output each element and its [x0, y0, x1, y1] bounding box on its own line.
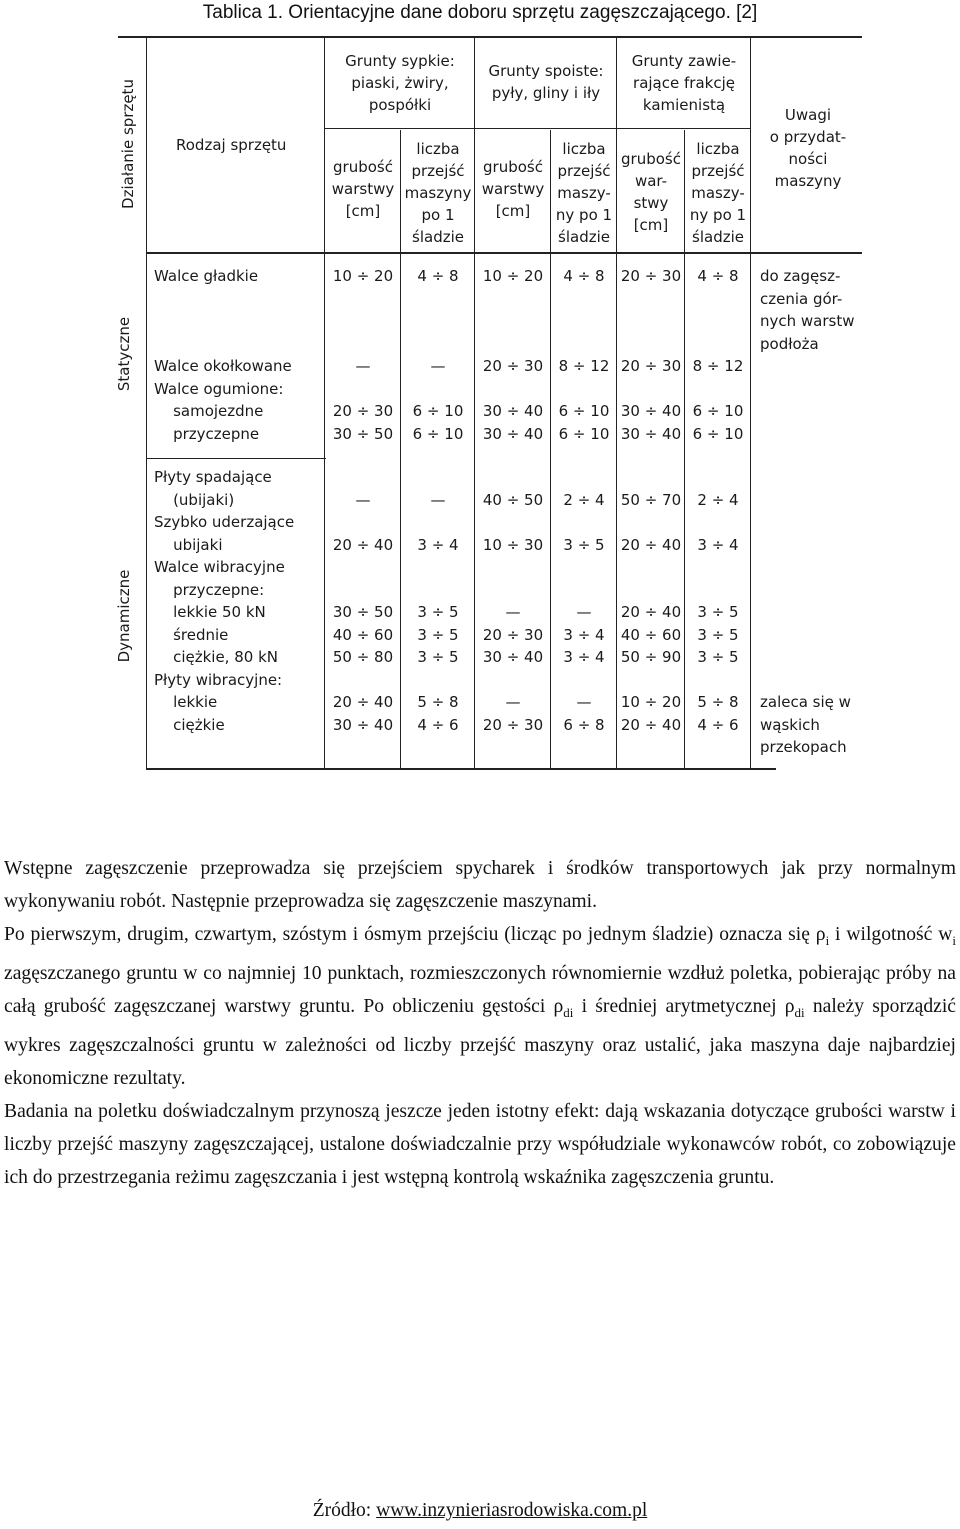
- header-dzialanie-sprzetu: Działanie sprzętu: [119, 79, 137, 209]
- header-sub-grubosc: grubość warstwy [cm]: [481, 158, 545, 220]
- source-link[interactable]: www.inzynieriasrodowiska.com.pl: [376, 1500, 648, 1521]
- statyczne-note: do zagęsz- czenia gór- nych warstw podłoża: [760, 267, 855, 353]
- dynamiczne-equipment-names: Płyty spadające (ubijaki) Szybko uderzające ubijaki Walce wibracyjne przyczepne: lekkie 50 kN średnie ciężkie, 80 kN Płyty wibracyjne: lekkie ciężkie: [154, 468, 295, 734]
- source-footer: [0, 1500, 960, 1522]
- dynamiczne-col-6: 2 ÷ 4 3 ÷ 4 3 ÷ 5 3 ÷ 5 3 ÷ 5 5 ÷ 8 4 ÷ 6: [697, 490, 739, 734]
- col-rule: [324, 38, 325, 768]
- header-group-kamieniste: Grunty zawie- rające frakcję kamienistą: [631, 52, 737, 114]
- header-sub-grubosc: grubość warstwy [cm]: [331, 158, 395, 220]
- header-sub-liczba: liczba przejść maszy- ny po 1 śladzie: [555, 140, 613, 246]
- dynamiczne-col-4: 2 ÷ 4 3 ÷ 5 — 3 ÷ 4 3 ÷ 4 — 6 ÷ 8: [563, 490, 605, 734]
- col-rule: [550, 130, 551, 768]
- statyczne-equipment-names: Walce gładkie Walce okołkowane Walce ogumione: samojezdne przyczepne: [154, 267, 292, 443]
- col-rule: [616, 38, 617, 768]
- section-divider-rule: [146, 458, 326, 459]
- section-label-dynamiczne: Dynamiczne: [115, 569, 133, 663]
- header-bottom-rule: [146, 252, 862, 254]
- section-label-statyczne: Statyczne: [115, 316, 133, 392]
- statyczne-col-1: 10 ÷ 20 — 20 ÷ 30 30 ÷ 50: [332, 267, 394, 443]
- dynamiczne-col-2: — 3 ÷ 4 3 ÷ 5 3 ÷ 5 3 ÷ 5 5 ÷ 8 4 ÷ 6: [417, 490, 459, 734]
- paragraph-results: Badania na poletku doświadczalnym przynoszą jeszcze jeden istotny efekt: dają wskazania dotyczące grubości warstw i liczby przejść maszyny zagęszczającej, ustalone doświadczalnie przy współudziale wykonawców robót, co zobowiązuje ich do przestrzegania reżimu zagęszczania i jest wstępną kontrolą wskaźnika zagęszczenia gruntu.: [4, 1100, 956, 1188]
- statyczne-col-6: 4 ÷ 8 8 ÷ 12 6 ÷ 10 6 ÷ 10: [692, 267, 744, 443]
- header-rodzaj-sprzetu: Rodzaj sprzętu: [176, 136, 287, 154]
- col-rule: [684, 130, 685, 768]
- col-rule: [474, 38, 475, 768]
- body-text: [4, 852, 956, 1194]
- table-bottom-rule: [146, 768, 776, 770]
- statyczne-col-3: 10 ÷ 20 20 ÷ 30 30 ÷ 40 30 ÷ 40: [482, 267, 544, 443]
- source-label: Źródło:: [312, 1500, 377, 1521]
- header-sub-liczba: liczba przejść maszyny po 1 śladzie: [404, 140, 472, 246]
- col-rule: [750, 38, 751, 768]
- paragraph-intro: Wstępne zagęszczenie przeprowadza się przejściem spycharek i środków transportowych jak przy normalnym wykonywaniu robót. Następnie przeprowadza się zagęszczenie maszynami.: [4, 858, 956, 912]
- statyczne-col-4: 4 ÷ 8 8 ÷ 12 6 ÷ 10 6 ÷ 10: [558, 267, 610, 443]
- header-sub-grubosc: grubość war- stwy [cm]: [621, 150, 681, 234]
- dynamiczne-col-3: 40 ÷ 50 10 ÷ 30 — 20 ÷ 30 30 ÷ 40 — 20 ÷ 30: [482, 490, 544, 734]
- group-header-rule: [324, 128, 750, 129]
- statyczne-col-2: 4 ÷ 8 — 6 ÷ 10 6 ÷ 10: [412, 267, 464, 443]
- header-uwagi: Uwagi o przydat- ności maszyny: [769, 106, 847, 190]
- col-rule: [400, 130, 401, 768]
- header-group-sypkie: Grunty sypkie: piaski, żwiry, pospółki: [345, 52, 455, 114]
- header-group-spoiste: Grunty spoiste: pyły, gliny i iły: [488, 62, 604, 102]
- dynamiczne-col-1: — 20 ÷ 40 30 ÷ 50 40 ÷ 60 50 ÷ 80 20 ÷ 40 30 ÷ 40: [332, 490, 394, 734]
- col-rule: [146, 38, 147, 768]
- dynamiczne-col-5: 50 ÷ 70 20 ÷ 40 20 ÷ 40 40 ÷ 60 50 ÷ 90 10 ÷ 20 20 ÷ 40: [620, 490, 682, 734]
- table-caption: Tablica 1. Orientacyjne dane doboru sprzętu zagęszczającego. [2]: [202, 2, 758, 23]
- dynamiczne-note: zaleca się w wąskich przekopach: [760, 693, 851, 756]
- paragraph-procedure: Po pierwszym, drugim, czwartym, szóstym i ósmym przejściu (licząc po jednym śladzie) oznacza się $\rho_i$ i wilgotność $w_i$ zagęszczanego gruntu w co najmniej 10 punktach, rozmieszczonych równomiernie wzdłuż poletka, pobierając próby na całą grubość zagęszczanej warstwy gruntu. Po obliczeniu gęstości $\rho_{di}$ i średniej arytmetycznej $\rho_{di}$ należy sporządzić wykres zagęszczalności gruntu w zależności od liczby przejść maszyny oraz ustalić, jaka maszyna daje najbardziej ekonomiczne rezultaty.: [4, 924, 957, 1089]
- statyczne-col-5: 20 ÷ 30 20 ÷ 30 30 ÷ 40 30 ÷ 40: [620, 267, 682, 443]
- equipment-table: [112, 32, 864, 772]
- header-sub-liczba: liczba przejść maszy- ny po 1 śladzie: [689, 140, 747, 246]
